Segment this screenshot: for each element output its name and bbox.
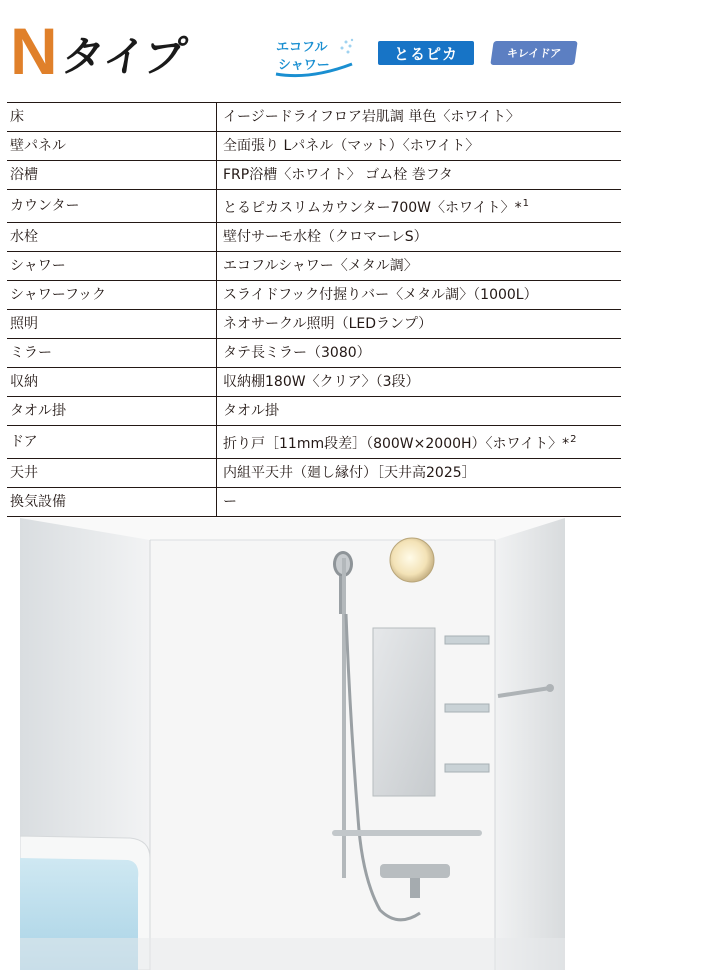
spec-value: タテ長ミラー（3080） (223, 345, 371, 361)
table-row (7, 223, 621, 252)
table-row (7, 368, 621, 397)
spec-value-cell (217, 190, 622, 223)
spec-value: 折り戸［11mm段差］（800W×2000H）〈ホワイト〉* (223, 436, 570, 452)
table-row (7, 132, 621, 161)
spec-value-cell (217, 339, 622, 368)
feature-badges (270, 30, 590, 78)
spec-value-cell (217, 310, 622, 339)
table-row (7, 426, 621, 459)
spec-value: FRP浴槽〈ホワイト〉 ゴム栓 巻フタ (223, 167, 453, 183)
table-row (7, 190, 621, 223)
spec-value: 収納棚180W〈クリア〉（3段） (223, 374, 420, 390)
spec-value-cell (217, 368, 622, 397)
spec-value: イージードライフロア岩肌調 単色〈ホワイト〉 (223, 109, 520, 125)
spec-value-cell (217, 397, 622, 426)
page-title (10, 14, 190, 88)
spec-table (7, 102, 621, 517)
spec-key: シャワー (7, 252, 217, 281)
spec-value-cell (217, 223, 622, 252)
spec-key: シャワーフック (7, 281, 217, 310)
spec-value-cell (217, 161, 622, 190)
eco-badge-line2: シャワー (278, 58, 330, 73)
spec-value-cell (217, 281, 622, 310)
eco-badge-line1: エコフル (276, 40, 328, 55)
spec-value: とるピカスリムカウンター700W〈ホワイト〉* (223, 200, 522, 216)
title-letter: N (10, 14, 56, 88)
table-row (7, 459, 621, 488)
spec-key: 収納 (7, 368, 217, 397)
spec-value-cell (217, 103, 622, 132)
spec-value-cell (217, 459, 622, 488)
spec-value: エコフルシャワー〈メタル調〉 (223, 258, 418, 274)
table-row (7, 103, 621, 132)
spec-key: 水栓 (7, 223, 217, 252)
spec-value: スライドフック付握りバー〈メタル調〉（1000L） (223, 287, 538, 303)
spec-value: 壁付サーモ水栓（クロマーレS） (223, 229, 428, 245)
spec-key: 床 (7, 103, 217, 132)
table-row (7, 310, 621, 339)
table-row (7, 397, 621, 426)
table-row (7, 281, 621, 310)
spec-value-cell (217, 426, 622, 459)
spec-value: ー (223, 494, 237, 510)
title-text: タイプ (58, 32, 190, 81)
table-row (7, 488, 621, 517)
table-row (7, 339, 621, 368)
spec-value: ネオサークル照明（LEDランプ） (223, 316, 433, 332)
spec-value-cell (217, 488, 622, 517)
spec-key: 浴槽 (7, 161, 217, 190)
footnote-marker: 2 (570, 434, 577, 445)
spec-key: 照明 (7, 310, 217, 339)
table-row (7, 161, 621, 190)
spec-value: タオル掛 (223, 403, 279, 419)
spec-key: ドア (7, 426, 217, 459)
spec-value: 内組平天井（廻し縁付）［天井高2025］ (223, 465, 476, 481)
spec-key: 天井 (7, 459, 217, 488)
eco-full-shower-badge (270, 34, 360, 78)
spec-value-cell (217, 132, 622, 161)
spec-value-cell (217, 252, 622, 281)
spec-value: 全面張り Lパネル（マット）〈ホワイト〉 (223, 138, 480, 154)
spec-key: 壁パネル (7, 132, 217, 161)
footnote-marker: 1 (522, 198, 529, 209)
spec-key: 換気設備 (7, 488, 217, 517)
spec-key: カウンター (7, 190, 217, 223)
table-row (7, 252, 621, 281)
spec-key: タオル掛 (7, 397, 217, 426)
kirei-door-badge: キレイドア (490, 41, 577, 65)
spec-key: ミラー (7, 339, 217, 368)
toru-pika-badge: とるピカ (378, 41, 474, 65)
bathroom-photo (20, 518, 565, 970)
